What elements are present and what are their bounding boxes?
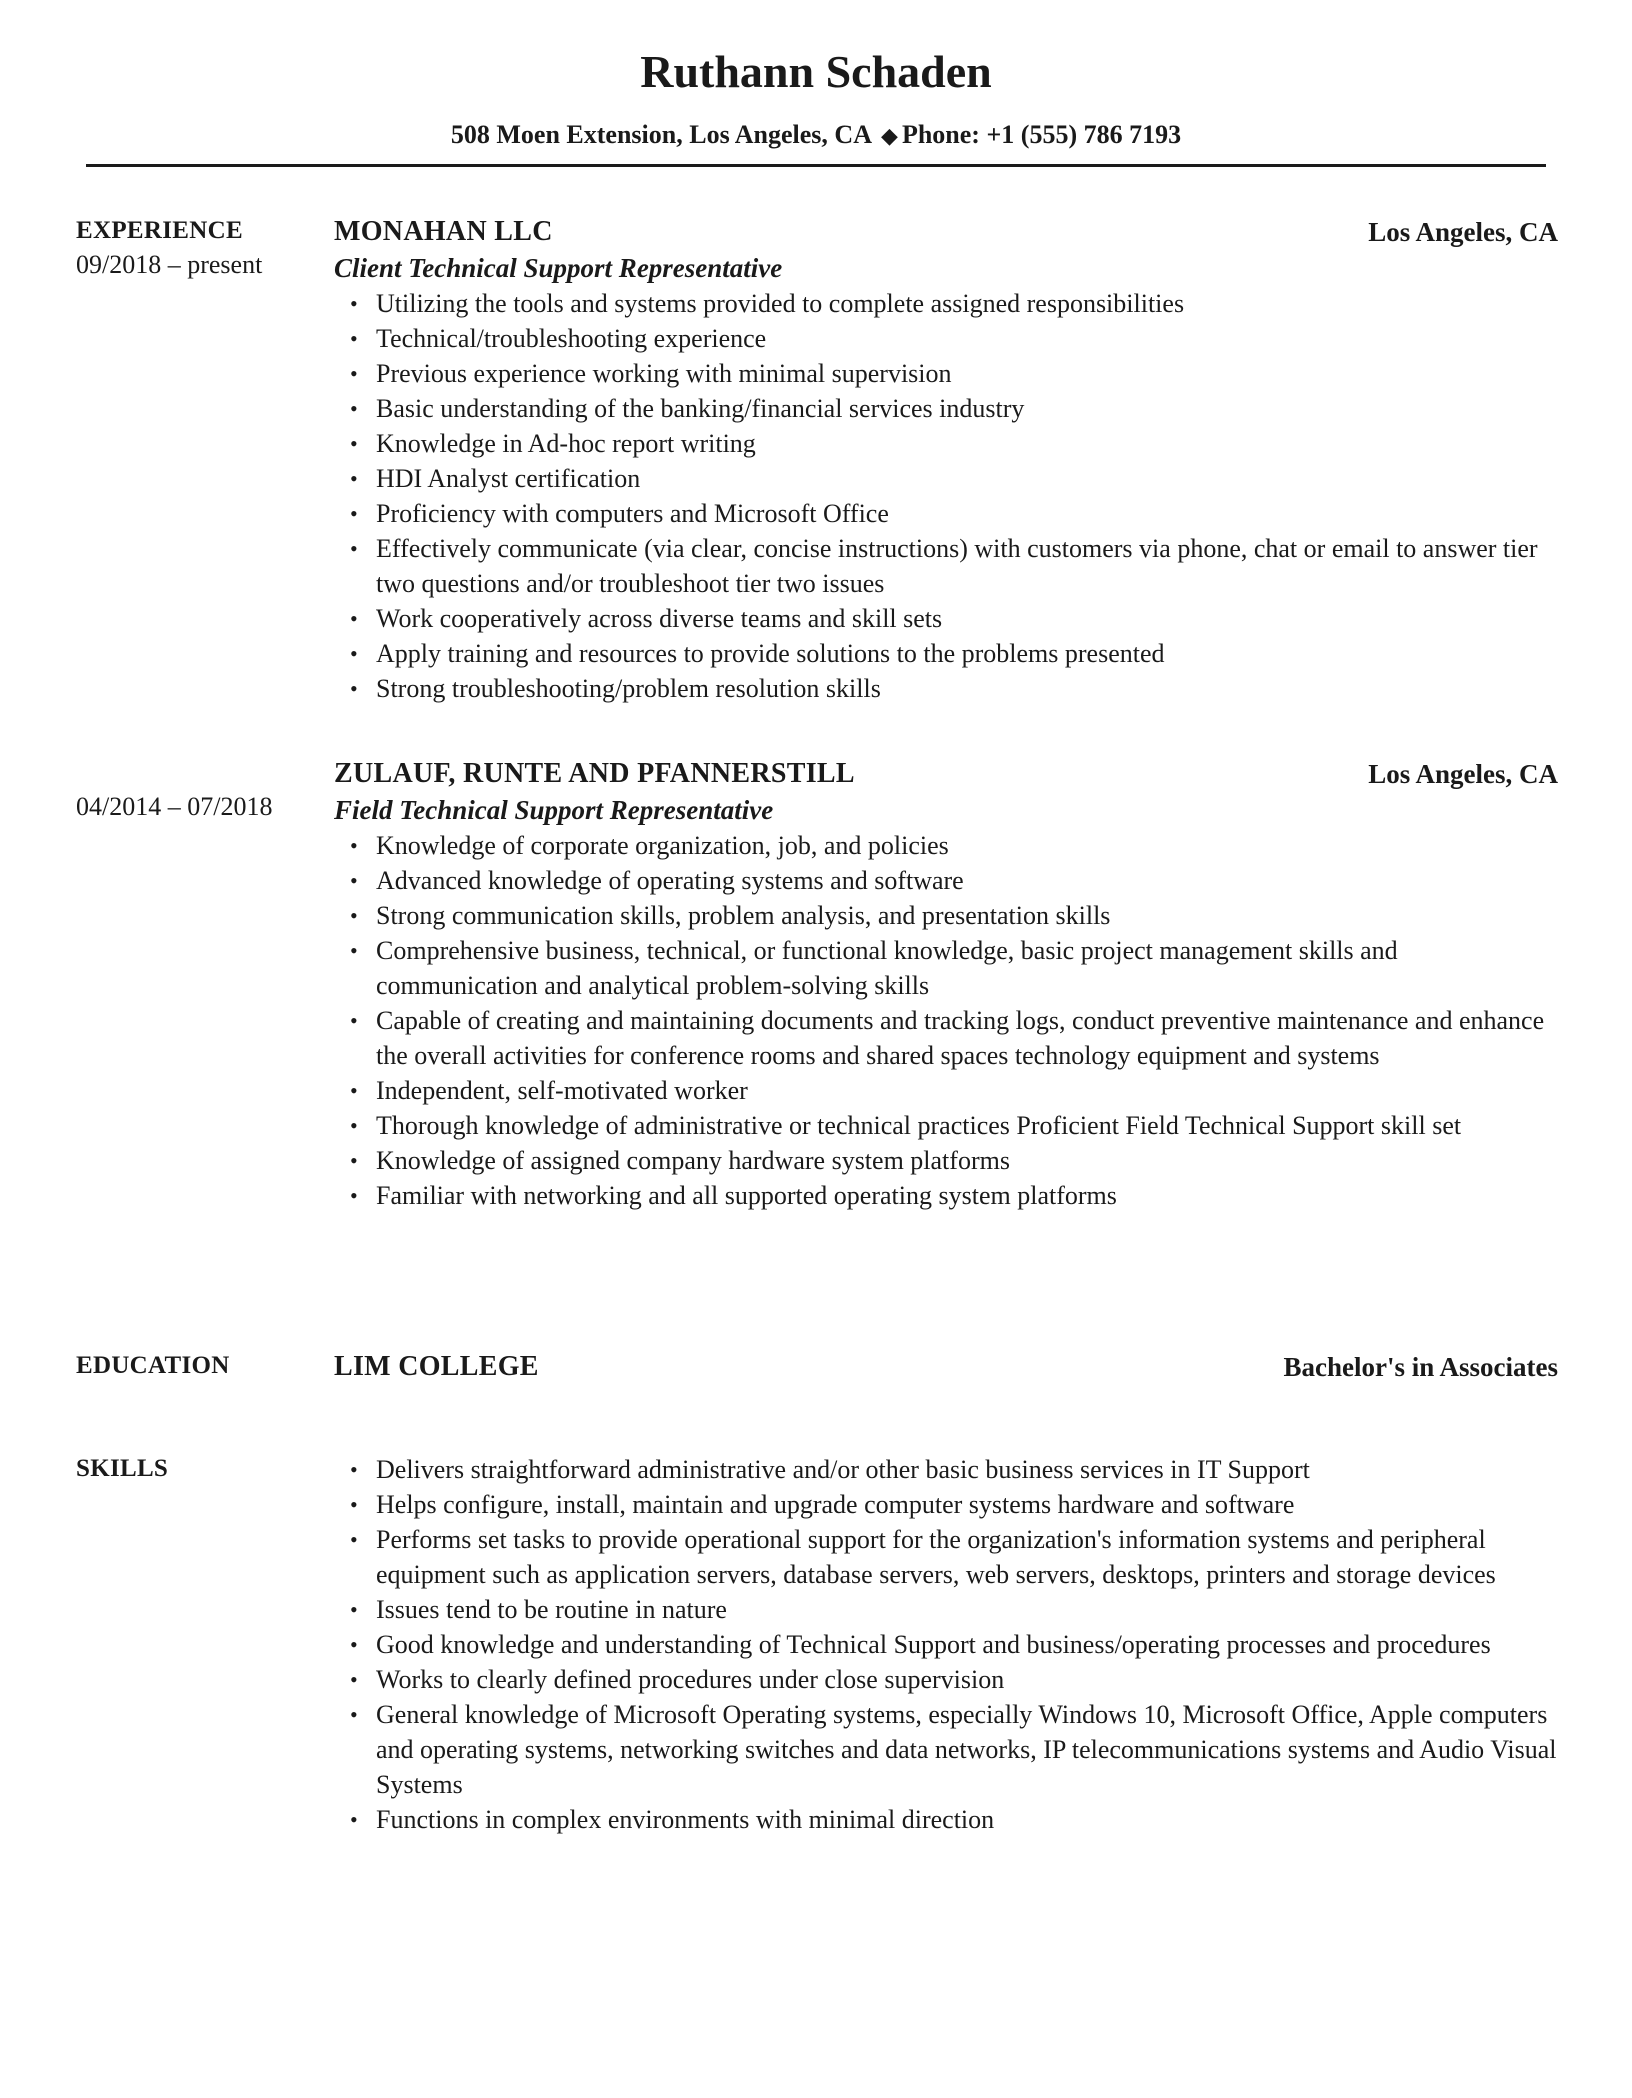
list-item: • Familiar with networking and all supported operating system platforms (334, 1178, 1558, 1213)
list-item: • Capable of creating and maintaining documents and tracking logs, conduct preventive maintenance and enhance the overall activities for conference rooms and shared spaces technology equipment and systems (334, 1003, 1558, 1073)
skills-entry (334, 1452, 1558, 1837)
job-date: 09/2018 – present (76, 250, 263, 279)
phone: Phone: +1 (555) 786 7193 (901, 120, 1182, 149)
list-item: • Effectively communicate (via clear, concise instructions) with customers via phone, chat or email to answer tier two questions and/or troubleshoot tier two issues (334, 531, 1558, 601)
candidate-name: Ruthann Schaden (640, 46, 992, 97)
job-location: Los Angeles, CA (1368, 217, 1558, 247)
list-item: • Issues tend to be routine in nature (334, 1592, 1558, 1627)
contact-line (0, 118, 1632, 153)
list-item: • Utilizing the tools and systems provided to complete assigned responsibilities (334, 286, 1558, 321)
list-item: • Advanced knowledge of operating systems and software (334, 863, 1558, 898)
list-item: • Work cooperatively across diverse teams and skill sets (334, 601, 1558, 636)
job-bullets (334, 286, 1558, 706)
list-item: • Apply training and resources to provide solutions to the problems presented (334, 636, 1558, 671)
company-name: ZULAUF, RUNTE AND PFANNERSTILL (334, 758, 855, 789)
job-title: Client Technical Support Representative (334, 253, 783, 283)
job-entry (334, 756, 1558, 1213)
list-item: • Works to clearly defined procedures under close supervision (334, 1662, 1558, 1697)
section-label-education: EDUCATION (76, 1352, 230, 1379)
school-name: LIM COLLEGE (334, 1351, 539, 1382)
list-item: • Comprehensive business, technical, or functional knowledge, basic project management skills and communication and analytical problem-solving skills (334, 933, 1558, 1003)
diamond-separator-icon: ◆ (881, 123, 898, 148)
job-title: Field Technical Support Representative (334, 795, 774, 825)
list-item: • Good knowledge and understanding of Technical Support and business/operating processes and procedures (334, 1627, 1558, 1662)
resume-header (0, 42, 1632, 153)
job-date: 04/2014 – 07/2018 (76, 792, 273, 821)
section-label-skills: SKILLS (76, 1455, 169, 1482)
list-item: • Basic understanding of the banking/financial services industry (334, 391, 1558, 426)
list-item: • Technical/troubleshooting experience (334, 321, 1558, 356)
list-item: • Proficiency with computers and Microsoft Office (334, 496, 1558, 531)
list-item: • Independent, self-motivated worker (334, 1073, 1558, 1108)
skills-list (334, 1452, 1558, 1837)
header-divider (86, 164, 1546, 167)
company-name: MONAHAN LLC (334, 216, 553, 247)
list-item: • Knowledge of corporate organization, job, and policies (334, 828, 1558, 863)
list-item: • Knowledge in Ad-hoc report writing (334, 426, 1558, 461)
list-item: • Strong troubleshooting/problem resolution skills (334, 671, 1558, 706)
job-bullets (334, 828, 1558, 1213)
list-item: • Thorough knowledge of administrative or technical practices Proficient Field Technical Support skill set (334, 1108, 1558, 1143)
list-item: • HDI Analyst certification (334, 461, 1558, 496)
list-item: • Strong communication skills, problem analysis, and presentation skills (334, 898, 1558, 933)
list-item: • Knowledge of assigned company hardware system platforms (334, 1143, 1558, 1178)
education-entry (334, 1349, 1558, 1385)
list-item: • General knowledge of Microsoft Operating systems, especially Windows 10, Microsoft Office, Apple computers and operating systems, networking switches and data networks, IP telecommunications systems and Audio Visual Systems (334, 1697, 1558, 1802)
list-item: • Helps configure, install, maintain and upgrade computer systems hardware and software (334, 1487, 1558, 1522)
section-label-experience: EXPERIENCE (76, 217, 243, 244)
list-item: • Previous experience working with minimal supervision (334, 356, 1558, 391)
job-location: Los Angeles, CA (1368, 759, 1558, 789)
list-item: • Performs set tasks to provide operational support for the organization's information systems and peripheral equipment such as application servers, database servers, web servers, desktops, printers and storage devices (334, 1522, 1558, 1592)
job-entry (334, 214, 1558, 706)
list-item: • Functions in complex environments with minimal direction (334, 1802, 1558, 1837)
address: 508 Moen Extension, Los Angeles, CA (450, 120, 871, 149)
degree: Bachelor's in Associates (1283, 1352, 1558, 1382)
list-item: • Delivers straightforward administrative and/or other basic business services in IT Support (334, 1452, 1558, 1487)
